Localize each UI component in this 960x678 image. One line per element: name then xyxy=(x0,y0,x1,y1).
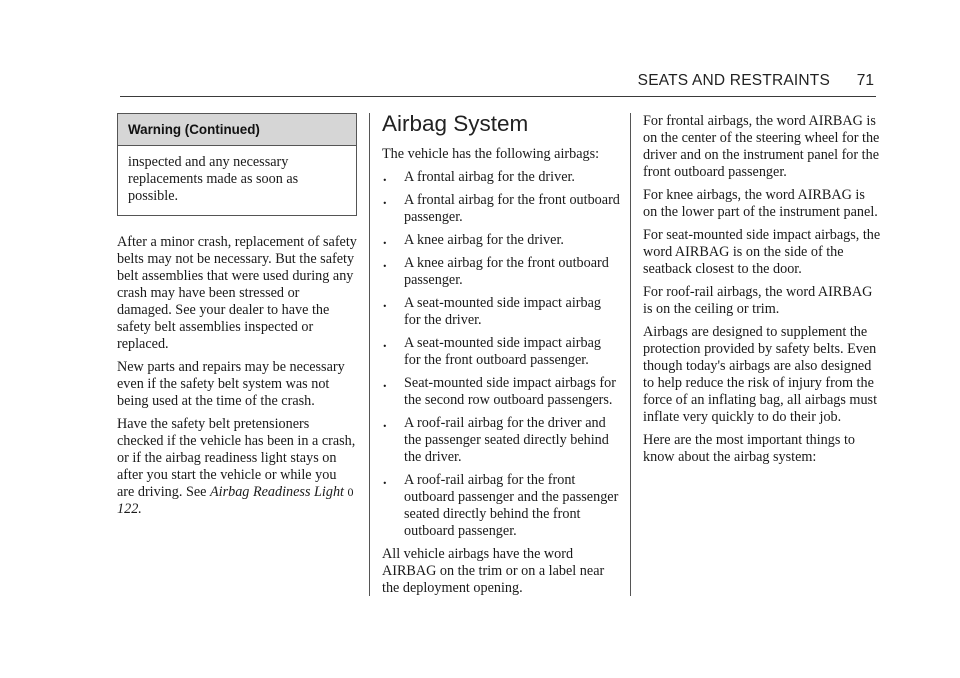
list-item xyxy=(382,169,620,186)
bullet-mark: . xyxy=(383,415,387,431)
list-item-text: A frontal airbag for the front outboard passenger. xyxy=(404,192,620,225)
section-heading: SEATS AND RESTRAINTS xyxy=(637,72,830,89)
paragraph-pretensioners xyxy=(117,416,357,518)
paragraph-replacement: After a minor crash, replacement of safety belts may not be necessary. But the safety belt assemblies that were used during any crash may have been stressed or damaged. See your dealer to have the safety belt assemblies inspected or replaced. xyxy=(117,234,357,352)
bullet-mark: . xyxy=(383,335,387,351)
list-item-text: A seat-mounted side impact airbag for the driver. xyxy=(404,295,601,328)
list-item-text: A frontal airbag for the driver. xyxy=(404,169,575,185)
list-item xyxy=(382,232,620,249)
list-item xyxy=(382,255,620,289)
bullet-mark: . xyxy=(383,375,387,391)
list-item xyxy=(382,335,620,369)
list-item-text: A seat-mounted side impact airbag for the front outboard passenger. xyxy=(404,335,601,368)
page-number: 71 xyxy=(856,72,874,89)
list-item-text: Seat-mounted side impact airbags for the second row outboard passengers. xyxy=(404,375,616,408)
column-right xyxy=(643,113,881,472)
warning-title: Warning (Continued) xyxy=(118,114,356,146)
bullet-mark: . xyxy=(383,255,387,271)
paragraph-seat-mounted: For seat-mounted side impact airbags, the word AIRBAG is on the side of the seatback closest to the door. xyxy=(643,227,881,277)
list-item-text: A roof-rail airbag for the front outboard passenger and the passenger seated directly behind the front outboard passenger. xyxy=(404,472,619,539)
paragraph-supplement: Airbags are designed to supplement the protection provided by safety belts. Even though today's airbags are also designed to help reduce the risk of injury from the force of an inflating bag, all airbags must inflate very quickly to do their job. xyxy=(643,324,878,425)
paragraph-frontal: For frontal airbags, the word AIRBAG is on the center of the steering wheel for the driver and on the instrument panel for the front outboard passenger. xyxy=(643,113,880,180)
list-item-text: A knee airbag for the front outboard passenger. xyxy=(404,255,609,288)
airbag-closing: All vehicle airbags have the word AIRBAG on the trim or on a label near the deployment opening. xyxy=(382,546,605,596)
list-item xyxy=(382,375,620,409)
bullet-mark: . xyxy=(383,169,387,185)
page-reference-icon: 0 xyxy=(347,485,354,499)
page-header xyxy=(120,70,876,97)
bullet-mark: . xyxy=(383,295,387,311)
column-divider-1 xyxy=(369,113,370,596)
airbag-intro: The vehicle has the following airbags: xyxy=(382,146,600,162)
list-item xyxy=(382,295,620,329)
column-divider-2 xyxy=(630,113,631,596)
list-item-text: A knee airbag for the driver. xyxy=(404,232,564,248)
airbag-readiness-link[interactable]: Airbag Readiness Light xyxy=(209,484,344,500)
column-middle xyxy=(382,113,620,603)
list-item xyxy=(382,472,620,540)
bullet-mark: . xyxy=(383,192,387,208)
pretensioners-text: Have the safety belt pretensioners checked if the vehicle has been in a crash, or if the airbag readiness light stays on after you start the vehicle or while you are driving. See xyxy=(117,416,356,500)
paragraph-important: Here are the most important things to know about the airbag system: xyxy=(643,432,855,465)
airbag-list xyxy=(382,169,620,540)
warning-box xyxy=(117,113,357,216)
paragraph-knee: For knee airbags, the word AIRBAG is on the lower part of the instrument panel. xyxy=(643,187,878,220)
paragraph-new-parts: New parts and repairs may be necessary even if the safety belt system was not being used at the time of the crash. xyxy=(117,359,345,409)
paragraph-roof-rail: For roof-rail airbags, the word AIRBAG is on the ceiling or trim. xyxy=(643,284,873,317)
section-title: Airbag System xyxy=(382,111,529,136)
list-item xyxy=(382,192,620,226)
warning-text: inspected and any necessary replacements made as soon as possible. xyxy=(128,154,299,204)
bullet-mark: . xyxy=(383,472,387,488)
page-reference[interactable]: 122. xyxy=(117,501,142,517)
list-item-text: A roof-rail airbag for the driver and the passenger seated directly behind the driver. xyxy=(404,415,609,465)
bullet-mark: . xyxy=(383,232,387,248)
list-item xyxy=(382,415,620,466)
column-left xyxy=(117,113,357,524)
